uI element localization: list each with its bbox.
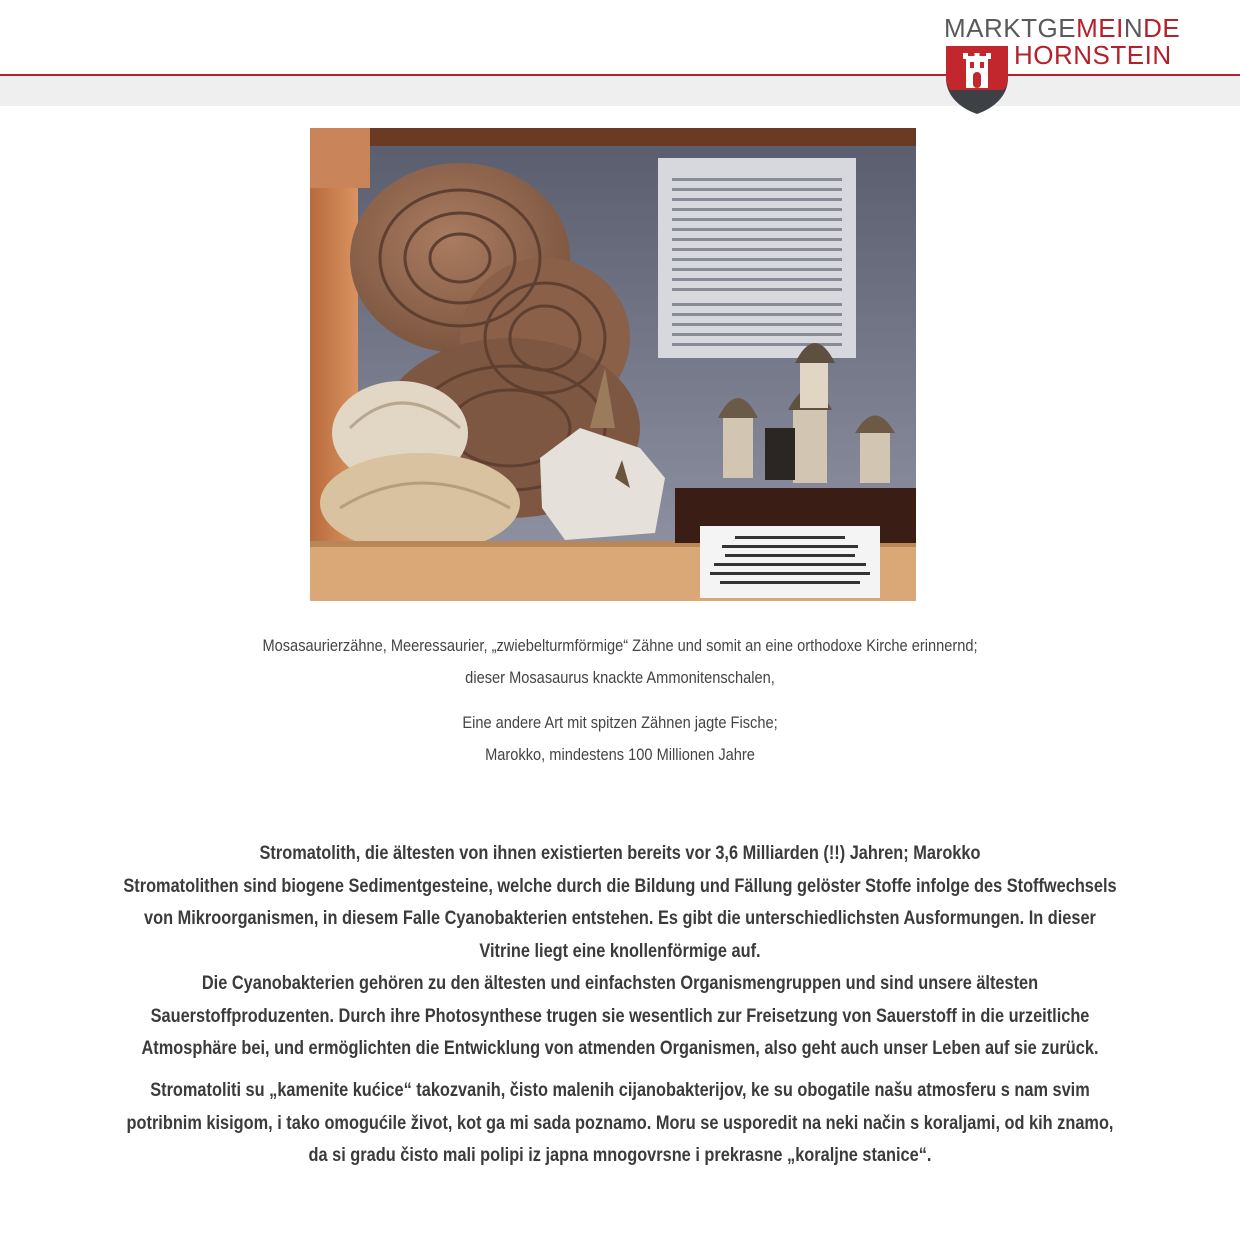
description-paragraph: Stromatolithen sind biogene Sedimentgesteine, welche durch die Bildung und Fällung gelöster Stoffe infolge des Stoffwechsels von Mikroorganismen, in diesem Falle Cyanobakterien entstehen. Es gibt die unterschiedlichsten Ausformungen. In dieser Vitrine liegt eine knollenförmige auf. xyxy=(123,875,1117,962)
description-heading: Stromatolith, die ältesten von ihnen existierten bereits vor 3,6 Milliarden (!!) Jahren; Marokko xyxy=(259,843,981,864)
stromatolith-description-german xyxy=(40,838,1200,1066)
logo-wordmark-top: MARKTGEMEINDE xyxy=(944,13,1181,43)
header-band xyxy=(0,76,1240,106)
page-header xyxy=(0,0,1240,106)
logo-wordmark-bottom: HORNSTEIN xyxy=(1014,40,1172,70)
description-paragraph: Die Cyanobakterien gehören zu den ältesten und einfachsten Organismengruppen und sind unsere ältesten Sauerstoffproduzenten. Durch ihre Photosynthese trugen sie wesentlich zur Freisetzung von Sauerstoff in die urzeitliche Atmosphäre bei, und ermöglichten die Entwicklung von atmenden Organismen, also geht auch unser Leben auf sie zurück. xyxy=(141,973,1099,1059)
caption-line: Eine andere Art mit spitzen Zähnen jagte Fische; xyxy=(462,713,778,732)
description-paragraph: Stromatoliti su „kamenite kućice“ takozvanih, čisto malenih cijanobakterijov, ke su obogatile našu atmosferu s nam svim potribnim kisigom, i tako omogućile život, kot ga mi sada poznamo. Moru se usporedit na neki način s koraljami, od kih znamo, da si gradu čisto mali polipi iz japna mnogovrsne i prekrasne „koraljne stanice“. xyxy=(126,1080,1114,1166)
stromatolith-description-croatian xyxy=(40,1075,1200,1173)
display-label-card xyxy=(700,526,880,598)
caption-line: dieser Mosasaurus knackte Ammonitenschalen, xyxy=(465,668,775,687)
caption-line: Marokko, mindestens 100 Millionen Jahre xyxy=(485,745,755,764)
coat-of-arms-icon xyxy=(944,44,1010,116)
caption-line: Mosasaurierzähne, Meeressaurier, „zwiebelturmförmige“ Zähne und somit an eine orthodoxe Kirche erinnernd; xyxy=(262,636,978,655)
photo-caption-secondary xyxy=(190,707,1050,771)
museum-display-photo xyxy=(310,128,916,601)
photo-caption-primary xyxy=(190,630,1050,694)
